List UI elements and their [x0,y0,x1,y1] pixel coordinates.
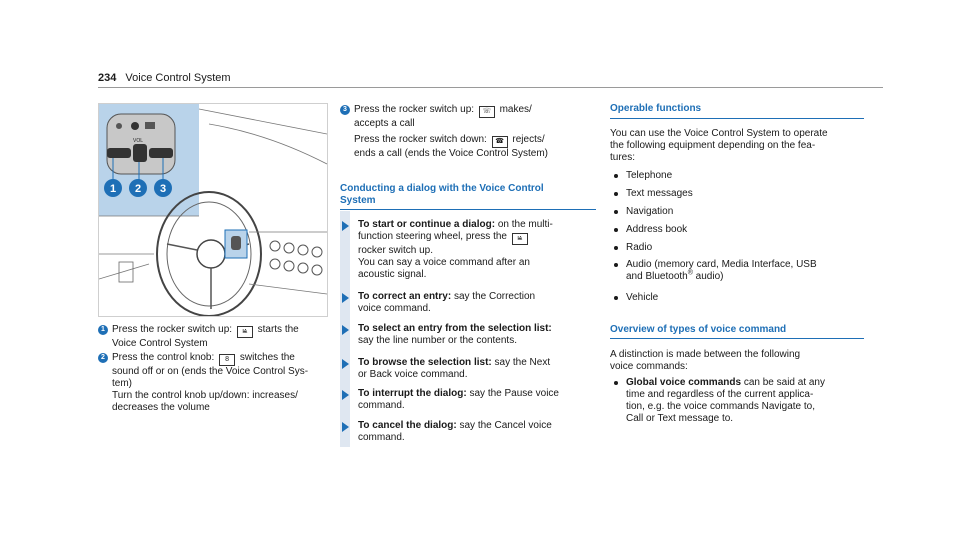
list-item-3 [340,104,598,166]
step-text: or Back voice command. [358,369,468,380]
step-arrow-icon [342,293,349,303]
bullet-icon [614,246,618,250]
bullet-line: and Bluetooth [626,271,688,282]
air-vents [270,241,322,275]
step-text: on the multi- [495,219,553,230]
step-text: say the Correction [451,291,536,302]
bullet-text: Text messages [626,188,693,199]
bullet-icon [614,296,618,300]
step-heading: To correct an entry: [358,291,452,302]
paragraph-line: A distinction is made between the following [610,349,801,360]
step-heading: To interrupt the dialog: [358,388,467,399]
rocker-switch-left [107,148,131,158]
section-rule [610,338,864,339]
section-title-overview: Overview of types of voice command [610,324,787,335]
item-text: ends a call (ends the Voice Control System) [354,148,548,159]
callout-badge-1: 1 [98,325,108,335]
bullet-text: Address book [626,224,688,235]
step-arrow-icon [342,359,349,369]
item-text: Press the rocker switch down: [354,134,490,145]
step-text: You can say a voice command after an [358,257,530,268]
step-heading: To start or continue a dialog: [358,219,496,230]
bullet-line: can be said at any [741,377,825,388]
section-rule [340,209,596,210]
page-number: 234 [98,72,117,84]
volume-roller [133,144,147,162]
bullet-heading: Global voice commands [626,377,742,388]
bullet-text [626,259,817,283]
section-title-operable: Operable functions [610,103,702,114]
page-header [98,72,231,84]
phone-pickup-icon: ☏ [479,106,495,118]
step-text: say the Cancel voice [456,420,552,431]
step-text: say the line number or the contents. [358,335,517,346]
list-item-2 [98,352,330,416]
step-text: command. [358,400,405,411]
section-title-dialog [340,183,598,207]
phone-hangup-icon: ☎ [492,136,508,148]
item-text: accepts a call [354,118,415,129]
bullet-icon [614,174,618,178]
item-text: makes/ [496,104,532,115]
back-button-icon [145,122,155,129]
item-text: tem) [112,378,132,389]
step-text: say the Pause voice [466,388,559,399]
item-text: starts the [254,324,299,335]
steering-hub [197,240,225,268]
bullet-text: Vehicle [626,292,659,303]
step-text: function steering wheel, press the [358,231,510,242]
step-heading: To browse the selection list: [358,357,492,368]
operable-intro [610,128,880,164]
step-text: command. [358,432,405,443]
callout-badge-3: 3 [340,105,350,115]
dash-line [199,109,327,134]
control-knob-icon [131,122,139,130]
bullet-line: Audio (memory card, Media Interface, USB [626,259,817,270]
bullet-text [626,377,825,425]
step-text: acoustic signal. [358,269,427,280]
callout-2-label: 2 [134,183,142,195]
bullet-line: Call or Text message to. [626,413,734,424]
step-arrow-icon [342,325,349,335]
paragraph-line: tures: [610,152,636,163]
bullet-line: tion, e.g. the voice commands Navigate to, [626,401,815,412]
bullet-line: time and regardless of the current applica- [626,389,814,400]
bullet-text: Navigation [626,206,674,217]
header-rule [98,87,883,88]
step-heading: To cancel the dialog: [358,420,457,431]
step-arrow-icon [342,221,349,231]
step-text: say the Next [491,357,551,368]
bullet-icon [614,228,618,232]
item-text: Turn the control knob up/down: increases/ [112,390,298,401]
door-line [99,254,154,279]
paragraph-line: voice commands: [610,361,688,372]
registered-mark: ® [687,269,693,277]
step-heading: To select an entry from the selection list: [358,323,552,334]
chapter-title: Voice Control System [125,72,231,84]
section-title-line: Conducting a dialog with the Voice Control [340,183,544,194]
item-text: rejects/ [509,134,545,145]
callout-badge-2: 2 [98,353,108,363]
bullet-text: Radio [626,242,653,253]
paragraph-line: You can use the Voice Control System to operate [610,128,828,139]
item-text: switches the [237,352,295,363]
bullet-icon [614,210,618,214]
voice-control-icon: ѩ [237,326,253,338]
step-arrow-icon [342,422,349,432]
bullet-line: audio) [692,271,724,282]
step-arrow-icon [342,390,349,400]
steering-wheel-drawing [99,104,327,316]
rocker-switch-right [149,148,173,158]
bullet-icon [614,192,618,196]
item-text: Press the rocker switch up: [112,324,235,335]
bullet-icon [614,263,618,267]
highlight-switch [231,236,241,250]
item-text: decreases the volume [112,402,210,413]
step-text: voice command. [358,303,431,314]
step-text: rocker switch up. [358,245,434,256]
item-text: sound off or on (ends the Voice Control Sys- [112,366,309,377]
dash-line [249,284,327,294]
bullet-text: Telephone [626,170,673,181]
home-button-icon [116,123,122,129]
callout-1-label: 1 [109,183,117,195]
dialog-steps [340,211,596,447]
steering-wheel-illustration [98,103,328,317]
voice-control-icon: ѩ [512,233,528,245]
list-item-1 [98,324,330,350]
overview-intro [610,349,880,373]
section-rule [610,118,864,119]
paragraph-line: the following equipment depending on the fea- [610,140,816,151]
mute-icon: 8 [219,354,235,366]
callout-3-label: 3 [159,183,167,195]
item-text: Press the control knob: [112,352,218,363]
bullet-icon [614,381,618,385]
dash-line [209,124,327,164]
vol-label: VOL [133,138,144,144]
item-text: Press the rocker switch up: [354,104,477,115]
section-title-line: System [340,195,376,206]
item-text: Voice Control System [112,338,208,349]
